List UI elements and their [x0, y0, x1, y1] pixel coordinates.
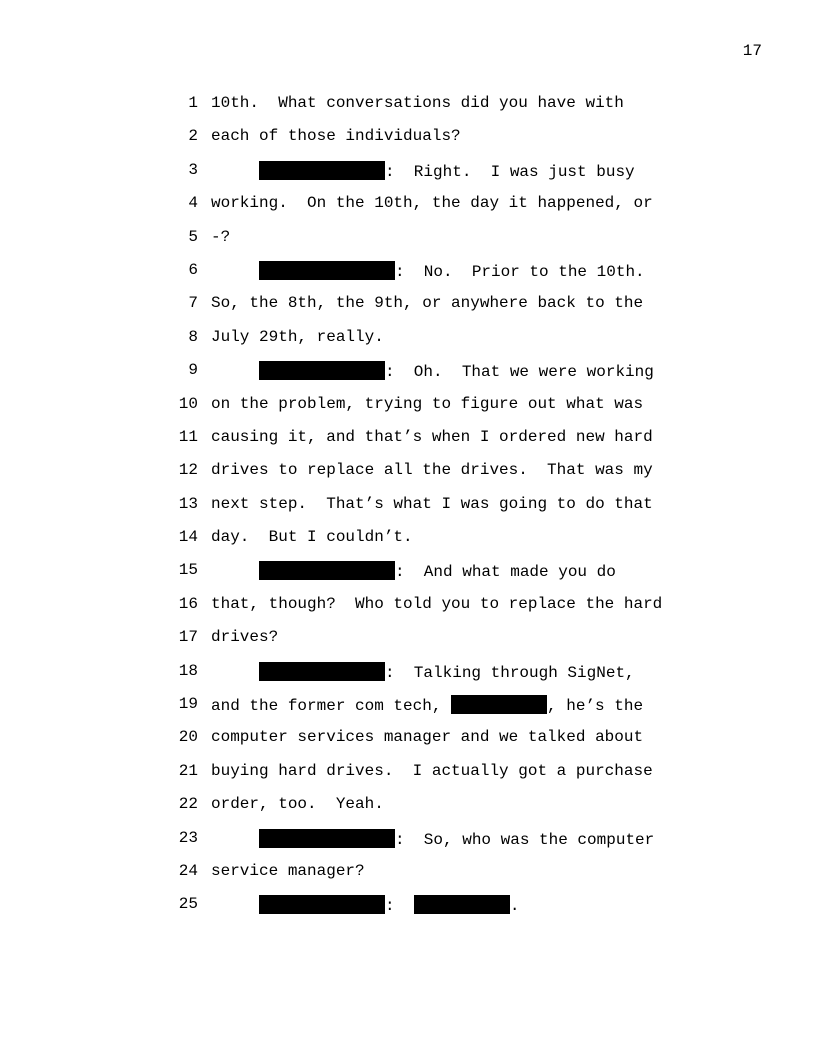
transcript-line — [0, 787, 816, 820]
line-number: 16 — [178, 594, 198, 613]
transcript-line — [0, 453, 816, 486]
line-text: next step. That’s what I was going to do that — [211, 494, 653, 513]
line-number: 7 — [188, 294, 198, 313]
redacted-speaker-name — [259, 829, 395, 848]
transcript-line — [0, 553, 816, 586]
transcript-line — [0, 887, 816, 920]
speaker-text: : No. Prior to the 10th. — [395, 262, 645, 281]
line-number: 11 — [178, 427, 198, 446]
line-number: 20 — [178, 728, 198, 747]
transcript-line — [0, 186, 816, 219]
transcript-line — [0, 420, 816, 453]
line-number: 13 — [178, 494, 198, 513]
line-number: 24 — [178, 861, 198, 880]
line-number: 23 — [178, 828, 198, 847]
line-text: 10th. What conversations did you have with — [211, 94, 624, 112]
line-number: 1 — [188, 94, 198, 112]
line-number: 25 — [178, 895, 198, 914]
transcript-line — [0, 286, 816, 319]
transcript-line — [0, 220, 816, 253]
redacted-speaker-name — [259, 662, 385, 681]
redacted-speaker-name — [259, 161, 385, 180]
transcript-line — [0, 487, 816, 520]
line-number: 3 — [188, 160, 198, 179]
line-number: 4 — [188, 194, 198, 213]
transcript-line — [0, 620, 816, 653]
speaker-text: , he’s the — [547, 697, 644, 716]
line-number: 22 — [178, 795, 198, 814]
redacted-name — [451, 695, 547, 714]
speaker-text: . — [509, 897, 520, 916]
transcript-line — [0, 821, 816, 854]
transcript-line — [0, 320, 816, 353]
transcript-line — [0, 520, 816, 553]
transcript-line — [0, 720, 816, 753]
line-text: buying hard drives. I actually got a purchase — [211, 761, 653, 780]
line-text — [211, 895, 519, 915]
line-number: 2 — [188, 127, 198, 146]
transcript-line — [0, 86, 816, 119]
line-text: on the problem, trying to figure out what was — [211, 394, 644, 413]
transcript-line — [0, 153, 816, 186]
line-number: 10 — [178, 394, 198, 413]
redacted-speaker-name — [259, 895, 385, 914]
speaker-text: : Talking through SigNet, — [385, 663, 635, 682]
transcript-line — [0, 687, 816, 720]
line-text: order, too. Yeah. — [211, 795, 384, 814]
transcript-line — [0, 854, 816, 887]
line-number: 18 — [178, 661, 198, 680]
transcript-line — [0, 353, 816, 386]
line-number: 9 — [188, 361, 198, 380]
line-text: drives? — [211, 628, 279, 647]
line-number: 14 — [178, 528, 198, 547]
line-text: service manager? — [211, 861, 365, 880]
transcript-line — [0, 253, 816, 286]
page-number: 17 — [742, 42, 762, 60]
transcript-line — [0, 587, 816, 620]
line-text: July 29th, really. — [211, 327, 384, 346]
redacted-speaker-name — [259, 261, 395, 280]
line-text — [211, 261, 645, 281]
speaker-text: : And what made you do — [395, 563, 616, 582]
line-text — [211, 662, 635, 682]
line-text: that, though? Who told you to replace the hard — [211, 594, 663, 613]
line-text: each of those individuals? — [211, 127, 461, 146]
line-text — [211, 695, 643, 715]
line-text: So, the 8th, the 9th, or anywhere back to the — [211, 294, 644, 313]
line-number: 19 — [178, 695, 198, 714]
transcript-line — [0, 754, 816, 787]
line-text: computer services manager and we talked about — [211, 728, 644, 747]
line-number: 15 — [178, 561, 198, 580]
line-text: -? — [211, 227, 231, 246]
redacted-speaker-name — [259, 361, 385, 380]
speaker-text: : So, who was the computer — [395, 830, 655, 849]
line-text — [211, 361, 654, 381]
speaker-text: : — [385, 897, 414, 916]
line-number: 8 — [188, 327, 198, 346]
transcript-lines — [0, 86, 816, 921]
line-text — [211, 829, 654, 849]
transcript-line — [0, 387, 816, 420]
speaker-text: : Right. I was just busy — [385, 162, 635, 181]
redacted-name — [414, 895, 510, 914]
transcript-line — [0, 654, 816, 687]
line-number: 5 — [188, 227, 198, 246]
line-text — [211, 561, 616, 581]
line-number: 12 — [178, 461, 198, 480]
speaker-text: and the former com tech, — [211, 697, 452, 716]
transcript-line — [0, 119, 816, 152]
line-number: 21 — [178, 761, 198, 780]
redacted-speaker-name — [259, 561, 395, 580]
line-text: working. On the 10th, the day it happened, or — [211, 194, 653, 213]
line-text: day. But I couldn’t. — [211, 528, 413, 547]
line-number: 17 — [178, 628, 198, 647]
line-text: causing it, and that’s when I ordered new hard — [211, 427, 653, 446]
line-text: drives to replace all the drives. That was my — [211, 461, 653, 480]
line-number: 6 — [188, 260, 198, 279]
line-text — [211, 161, 635, 181]
speaker-text: : Oh. That we were working — [385, 363, 654, 382]
